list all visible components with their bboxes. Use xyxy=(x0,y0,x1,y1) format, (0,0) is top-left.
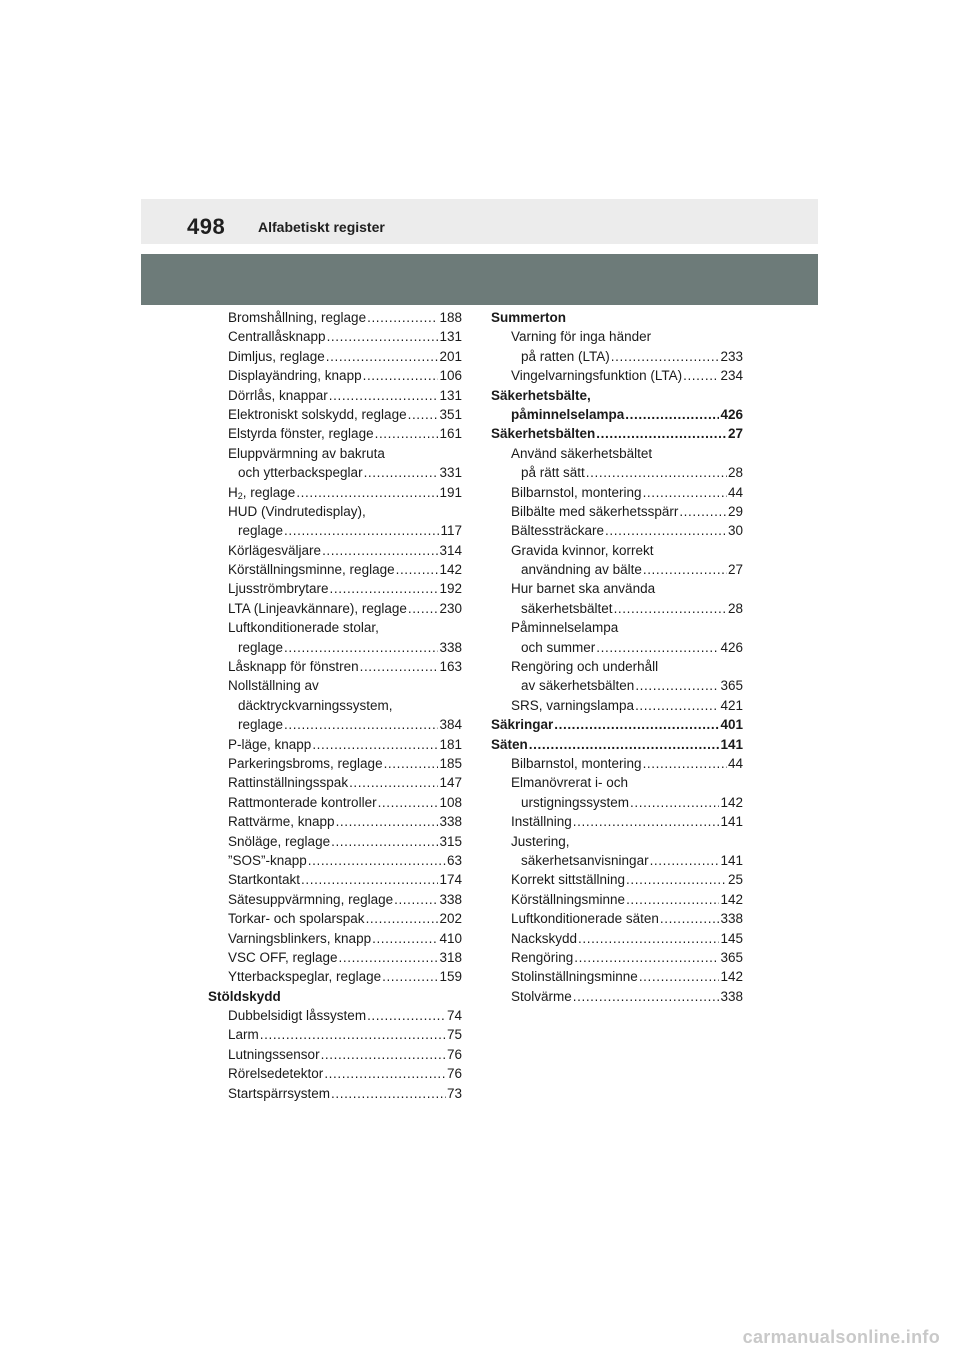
index-entry xyxy=(208,308,462,327)
index-entry-page[interactable]: 27 xyxy=(727,562,743,578)
index-entry xyxy=(491,890,743,909)
index-entry-text: Dubbelsidigt låssystem xyxy=(228,1008,367,1024)
index-entry xyxy=(491,327,743,346)
index-entry-text: Stolvärme xyxy=(511,988,572,1004)
dot-leader xyxy=(339,948,439,967)
index-entry-page[interactable]: 188 xyxy=(439,310,462,325)
index-entry-text: Varning för inga händer xyxy=(511,329,652,345)
index-entry-page[interactable]: 108 xyxy=(439,794,462,810)
index-entry-page[interactable]: 384 xyxy=(439,717,462,733)
dot-leader xyxy=(284,715,438,734)
index-entry-page[interactable]: 174 xyxy=(439,872,462,888)
index-entry-page[interactable]: 131 xyxy=(439,329,462,345)
index-entry-page[interactable]: 365 xyxy=(720,949,743,965)
index-entry-text: Hur barnet ska använda xyxy=(511,581,656,597)
index-entry xyxy=(208,405,462,424)
index-entry-text: Rattvärme, knapp xyxy=(228,814,335,830)
index-entry-page[interactable]: 318 xyxy=(439,949,462,965)
header-bar xyxy=(141,199,818,244)
dot-leader xyxy=(408,405,439,424)
index-entry xyxy=(491,560,743,579)
index-entry-page[interactable]: 159 xyxy=(439,969,462,985)
index-entry-page[interactable]: 76 xyxy=(446,1046,462,1062)
index-entry-page[interactable]: 142 xyxy=(720,969,743,985)
index-entry-text: Parkeringsbroms, reglage xyxy=(228,755,383,771)
index-entry-text: Varningsblinkers, knapp xyxy=(228,930,372,946)
index-column-left xyxy=(208,308,462,1103)
index-entry-text: Rörelsedetektor xyxy=(228,1066,324,1082)
index-entry xyxy=(208,987,462,1006)
dot-leader xyxy=(635,696,719,715)
index-entry-page[interactable]: 338 xyxy=(439,891,462,907)
index-entry-page[interactable]: 75 xyxy=(446,1027,462,1043)
dot-leader xyxy=(643,560,727,579)
index-entry-text: Sätesuppvärmning, reglage xyxy=(228,891,394,907)
index-entry-page[interactable]: 142 xyxy=(720,794,743,810)
index-entry-page[interactable]: 106 xyxy=(439,368,462,384)
index-entry-page[interactable]: 73 xyxy=(446,1085,462,1101)
index-entry-text: Påminnelselampa xyxy=(511,620,619,636)
index-entry xyxy=(208,735,462,754)
index-entry-text: Nackskydd xyxy=(511,930,578,946)
index-entry-text: Displayändring, knapp xyxy=(228,368,362,384)
dot-leader xyxy=(643,754,727,773)
index-entry-text: Dörrlås, knappar xyxy=(228,387,328,403)
dot-leader xyxy=(573,812,720,831)
index-entry-page[interactable]: 338 xyxy=(439,639,462,655)
index-entry xyxy=(208,657,462,676)
index-entry-page[interactable]: 314 xyxy=(439,542,462,558)
index-entry-text: Bältessträckare xyxy=(511,523,605,539)
index-entry-text: Startspärrsystem xyxy=(228,1085,331,1101)
index-entry-page[interactable]: 145 xyxy=(720,930,743,946)
index-entry-text: Säkerhetsbälte, xyxy=(491,387,591,403)
dot-leader xyxy=(614,599,727,618)
dot-leader xyxy=(625,405,719,424)
index-entry xyxy=(491,444,743,463)
dot-leader xyxy=(683,366,719,385)
index-entry-page[interactable]: 30 xyxy=(727,523,743,539)
index-entry-text: Vingelvarningsfunktion (LTA) xyxy=(511,368,683,384)
dot-leader xyxy=(284,521,439,540)
index-entry-page[interactable]: 338 xyxy=(720,988,743,1004)
index-entry xyxy=(208,1045,462,1064)
index-entry xyxy=(491,405,743,424)
dot-leader xyxy=(372,929,438,948)
index-entry xyxy=(208,579,462,598)
index-entry xyxy=(208,424,462,443)
index-entry xyxy=(208,502,462,521)
index-entry xyxy=(208,967,462,986)
index-entry-page[interactable]: 315 xyxy=(439,833,462,849)
watermark: carmanualsonline.info xyxy=(742,1327,940,1347)
dot-leader xyxy=(296,483,438,502)
index-entry-page[interactable]: 29 xyxy=(727,503,743,519)
dot-leader xyxy=(554,715,719,734)
index-entry-text: användning av bälte xyxy=(521,562,642,578)
index-entry xyxy=(208,773,462,792)
index-entry xyxy=(491,812,743,831)
index-entry xyxy=(208,1084,462,1103)
dot-leader xyxy=(329,386,439,405)
index-entry xyxy=(208,521,462,540)
index-entry-page[interactable]: 141 xyxy=(720,852,743,868)
index-entry xyxy=(491,502,743,521)
index-entry-text: Gravida kvinnor, korrekt xyxy=(511,542,654,558)
index-entry-page[interactable]: 27 xyxy=(727,426,743,442)
index-entry-text: säkerhetsbältet xyxy=(521,600,613,616)
index-entry-text: Säten xyxy=(491,736,528,752)
dot-leader xyxy=(367,308,438,327)
index-entry-text: Använd säkerhetsbältet xyxy=(511,445,653,461)
index-entry-text: på ratten (LTA) xyxy=(521,348,610,364)
index-entry-page[interactable]: 351 xyxy=(439,406,462,422)
dot-leader xyxy=(326,347,439,366)
index-entry-text: LTA (Linjeavkännare), reglage xyxy=(228,600,407,616)
index-entry-text: Bilbarnstol, montering xyxy=(511,484,642,500)
index-entry xyxy=(491,579,743,598)
index-entry-text: Stolinställningsminne xyxy=(511,969,638,985)
dot-leader xyxy=(260,1025,446,1044)
index-entry-text: Elstyrda fönster, reglage xyxy=(228,426,374,442)
index-entry-text: reglage xyxy=(238,717,284,733)
index-entry-text: Snöläge, reglage xyxy=(228,833,331,849)
dot-leader xyxy=(322,541,438,560)
index-entry xyxy=(208,444,462,463)
index-entry-text: urstigningssystem xyxy=(521,794,630,810)
index-entry-text: på rätt sätt xyxy=(521,465,585,481)
index-entry-text: påminnelselampa xyxy=(511,406,625,422)
index-entry-page[interactable]: 142 xyxy=(439,562,462,578)
index-entry xyxy=(208,929,462,948)
index-entry xyxy=(491,599,743,618)
dot-leader xyxy=(327,327,439,346)
index-entry xyxy=(208,851,462,870)
index-entry-text: Elmanövrerat i- och xyxy=(511,775,629,791)
index-entry xyxy=(491,909,743,928)
index-entry xyxy=(208,812,462,831)
dot-leader xyxy=(330,579,439,598)
dot-leader xyxy=(573,987,720,1006)
index-entry xyxy=(491,832,743,851)
index-entry-text: Torkar- och spolarspak xyxy=(228,911,365,927)
index-entry-text: Körställningsminne, reglage xyxy=(228,562,395,578)
index-entry-page[interactable]: 201 xyxy=(439,348,462,364)
index-entry-page[interactable]: 365 xyxy=(720,678,743,694)
index-entry xyxy=(208,909,462,928)
index-entry xyxy=(208,715,462,734)
index-entry-page[interactable]: 426 xyxy=(720,639,743,655)
dot-leader xyxy=(375,424,439,443)
dot-leader xyxy=(626,870,727,889)
dot-leader xyxy=(596,638,719,657)
dot-leader xyxy=(324,1064,446,1083)
index-entry-page[interactable]: 28 xyxy=(727,600,743,616)
index-entry-page[interactable]: 421 xyxy=(720,697,743,713)
index-entry-page[interactable]: 234 xyxy=(720,368,743,384)
index-entry xyxy=(491,657,743,676)
index-entry xyxy=(208,347,462,366)
index-entry xyxy=(491,948,743,967)
index-entry-text: Ytterbackspeglar, reglage xyxy=(228,969,382,985)
index-entry-text: Säkerhetsbälten xyxy=(491,426,596,442)
index-entry-page[interactable]: 426 xyxy=(720,406,743,422)
dot-leader xyxy=(284,638,438,657)
dot-leader xyxy=(367,1006,446,1025)
index-entry xyxy=(491,463,743,482)
dot-leader xyxy=(378,793,439,812)
index-entry-text: Korrekt sittställning xyxy=(511,872,626,888)
index-entry xyxy=(491,308,743,327)
index-entry xyxy=(208,618,462,637)
index-entry-text: HUD (Vindrutedisplay), xyxy=(228,503,366,519)
index-entry xyxy=(491,793,743,812)
dot-leader xyxy=(639,967,720,986)
index-entry-page[interactable]: 44 xyxy=(727,755,743,771)
index-entry-text: Rattinställningsspak xyxy=(228,775,349,791)
index-entry-page[interactable]: 192 xyxy=(439,581,462,597)
index-entry-text: Elektroniskt solskydd, reglage xyxy=(228,406,407,422)
index-entry-text: Rattmonterade kontroller xyxy=(228,794,377,810)
index-entry-text: Inställning xyxy=(511,814,572,830)
index-entry-text: och summer xyxy=(521,639,596,655)
dot-leader xyxy=(331,1084,446,1103)
index-entry-page[interactable]: 131 xyxy=(439,387,462,403)
index-entry xyxy=(491,638,743,657)
index-entry-text: Eluppvärmning av bakruta xyxy=(228,445,385,461)
index-entry xyxy=(491,851,743,870)
index-entry-text: Bilbälte med säkerhetsspärr xyxy=(511,503,679,519)
index-entry xyxy=(491,715,743,734)
index-entry-page[interactable]: 28 xyxy=(727,465,743,481)
dot-leader xyxy=(349,773,438,792)
dot-leader xyxy=(529,735,720,754)
index-entry-text: Rengöring xyxy=(511,949,574,965)
dot-leader xyxy=(679,502,727,521)
dot-leader xyxy=(366,909,439,928)
page-number: 498 xyxy=(187,214,226,239)
index-entry-text: däcktryckvarningssystem, xyxy=(238,697,393,713)
index-entry xyxy=(208,890,462,909)
dot-leader xyxy=(574,948,719,967)
index-entry-page[interactable]: 202 xyxy=(439,911,462,927)
index-entry-page[interactable]: 331 xyxy=(439,465,462,481)
dot-leader xyxy=(394,890,438,909)
index-entry xyxy=(491,987,743,1006)
index-entry-page[interactable]: 233 xyxy=(720,348,743,364)
index-entry-page[interactable]: 338 xyxy=(439,814,462,830)
index-entry-text: Luftkonditionerade säten xyxy=(511,911,659,927)
index-entry-text: Dimljus, reglage xyxy=(228,348,325,364)
index-entry xyxy=(208,483,462,502)
index-entry xyxy=(208,696,462,715)
index-entry xyxy=(491,541,743,560)
index-entry xyxy=(208,560,462,579)
index-entry xyxy=(491,676,743,695)
index-entry-page[interactable]: 230 xyxy=(439,600,462,616)
index-entry xyxy=(208,386,462,405)
index-entry-page[interactable]: 161 xyxy=(439,426,462,442)
index-entry-page[interactable]: 142 xyxy=(720,891,743,907)
dot-leader xyxy=(643,483,727,502)
index-entry xyxy=(491,773,743,792)
section-tab-bar xyxy=(141,254,818,305)
index-entry-page[interactable]: 25 xyxy=(727,872,743,888)
index-entry-page[interactable]: 191 xyxy=(439,484,462,500)
index-entry-text: och ytterbackspeglar xyxy=(238,465,363,481)
index-entry-text: Låsknapp för fönstren xyxy=(228,659,359,675)
index-entry xyxy=(491,618,743,637)
dot-leader xyxy=(611,347,720,366)
index-entry xyxy=(208,870,462,889)
index-entry-text: Rengöring och underhåll xyxy=(511,659,659,675)
index-entry xyxy=(491,754,743,773)
dot-leader xyxy=(586,463,727,482)
index-entry xyxy=(491,967,743,986)
index-column-right xyxy=(491,308,743,1006)
index-entry xyxy=(208,1025,462,1044)
dot-leader xyxy=(650,851,720,870)
dot-leader xyxy=(308,851,446,870)
index-entry-text: Justering, xyxy=(511,833,570,849)
index-entry-text: Nollställning av xyxy=(228,678,319,694)
dot-leader xyxy=(331,832,438,851)
index-entry-text: Startkontakt xyxy=(228,872,301,888)
index-entry xyxy=(208,832,462,851)
index-entry-page[interactable]: 338 xyxy=(720,911,743,927)
index-entry-text: säkerhetsanvisningar xyxy=(521,852,649,868)
index-entry xyxy=(491,424,743,443)
dot-leader xyxy=(363,366,439,385)
index-entry-text: Ljusströmbrytare xyxy=(228,581,329,597)
dot-leader xyxy=(396,560,439,579)
dot-leader xyxy=(626,890,719,909)
index-entry-page[interactable]: 163 xyxy=(439,659,462,675)
index-entry-text: Luftkonditionerade stolar, xyxy=(228,620,379,636)
index-entry-page[interactable]: 147 xyxy=(439,775,462,791)
index-entry-page[interactable]: 185 xyxy=(439,755,462,771)
index-entry xyxy=(208,541,462,560)
index-entry-page[interactable]: 63 xyxy=(446,852,462,868)
index-entry-page[interactable]: 74 xyxy=(446,1008,462,1024)
index-entry xyxy=(208,463,462,482)
index-entry-page[interactable]: 44 xyxy=(727,484,743,500)
index-entry-text: P-läge, knapp xyxy=(228,736,312,752)
index-entry-text: VSC OFF, reglage xyxy=(228,949,338,965)
dot-leader xyxy=(605,521,727,540)
index-entry xyxy=(491,870,743,889)
dot-leader xyxy=(635,676,719,695)
index-entry xyxy=(208,754,462,773)
index-entry-text: Summerton xyxy=(491,310,567,325)
dot-leader xyxy=(360,657,439,676)
index-entry xyxy=(491,483,743,502)
index-entry-text: Bromshållning, reglage xyxy=(228,310,367,325)
index-entry-page[interactable]: 117 xyxy=(440,523,462,539)
index-entry xyxy=(208,599,462,618)
index-entry-text: reglage xyxy=(238,639,284,655)
dot-leader xyxy=(408,599,439,618)
dot-leader xyxy=(596,424,727,443)
index-entry-page[interactable]: 141 xyxy=(720,736,743,752)
dot-leader xyxy=(321,1045,446,1064)
index-entry xyxy=(208,327,462,346)
index-entry xyxy=(491,929,743,948)
index-entry-text: Stöldskydd xyxy=(208,988,281,1004)
index-entry-text: Lutningssensor xyxy=(228,1046,320,1062)
dot-leader xyxy=(630,793,719,812)
index-entry xyxy=(491,735,743,754)
dot-leader xyxy=(578,929,719,948)
index-entry-text: Larm xyxy=(228,1027,259,1043)
index-entry-text: Körlägesväljare xyxy=(228,542,322,558)
section-title: Alfabetiskt register xyxy=(258,219,385,235)
index-entry-text: Säkringar xyxy=(491,717,554,733)
index-entry xyxy=(491,366,743,385)
index-entry xyxy=(491,386,743,405)
index-entry xyxy=(208,793,462,812)
index-entry-text: reglage xyxy=(238,523,284,539)
index-entry-page[interactable]: 141 xyxy=(720,814,743,830)
dot-leader xyxy=(382,967,438,986)
index-entry-page[interactable]: 76 xyxy=(446,1066,462,1082)
index-entry-page[interactable]: 401 xyxy=(720,717,743,733)
index-entry xyxy=(208,1006,462,1025)
dot-leader xyxy=(660,909,720,928)
dot-leader xyxy=(312,735,438,754)
index-entry-page[interactable]: 410 xyxy=(439,930,462,946)
index-entry-page[interactable]: 181 xyxy=(439,736,462,752)
index-entry-text: ”SOS”-knapp xyxy=(228,852,307,868)
index-entry xyxy=(208,638,462,657)
dot-leader xyxy=(384,754,439,773)
index-entry-text: Centrallåsknapp xyxy=(228,329,326,345)
index-entry xyxy=(208,1064,462,1083)
index-entry-text: SRS, varningslampa xyxy=(511,697,635,713)
index-entry xyxy=(491,347,743,366)
index-entry-text: $H_2$, reglage xyxy=(228,484,296,501)
index-entry xyxy=(208,676,462,695)
index-entry xyxy=(208,948,462,967)
dot-leader xyxy=(364,463,439,482)
index-entry-text: av säkerhetsbälten xyxy=(521,678,635,694)
index-entry xyxy=(208,366,462,385)
dot-leader xyxy=(336,812,439,831)
dot-leader xyxy=(301,870,438,889)
index-entry-text: Bilbarnstol, montering xyxy=(511,755,642,771)
index-entry-text: Körställningsminne xyxy=(511,891,626,907)
index-entry xyxy=(491,696,743,715)
index-entry xyxy=(491,521,743,540)
